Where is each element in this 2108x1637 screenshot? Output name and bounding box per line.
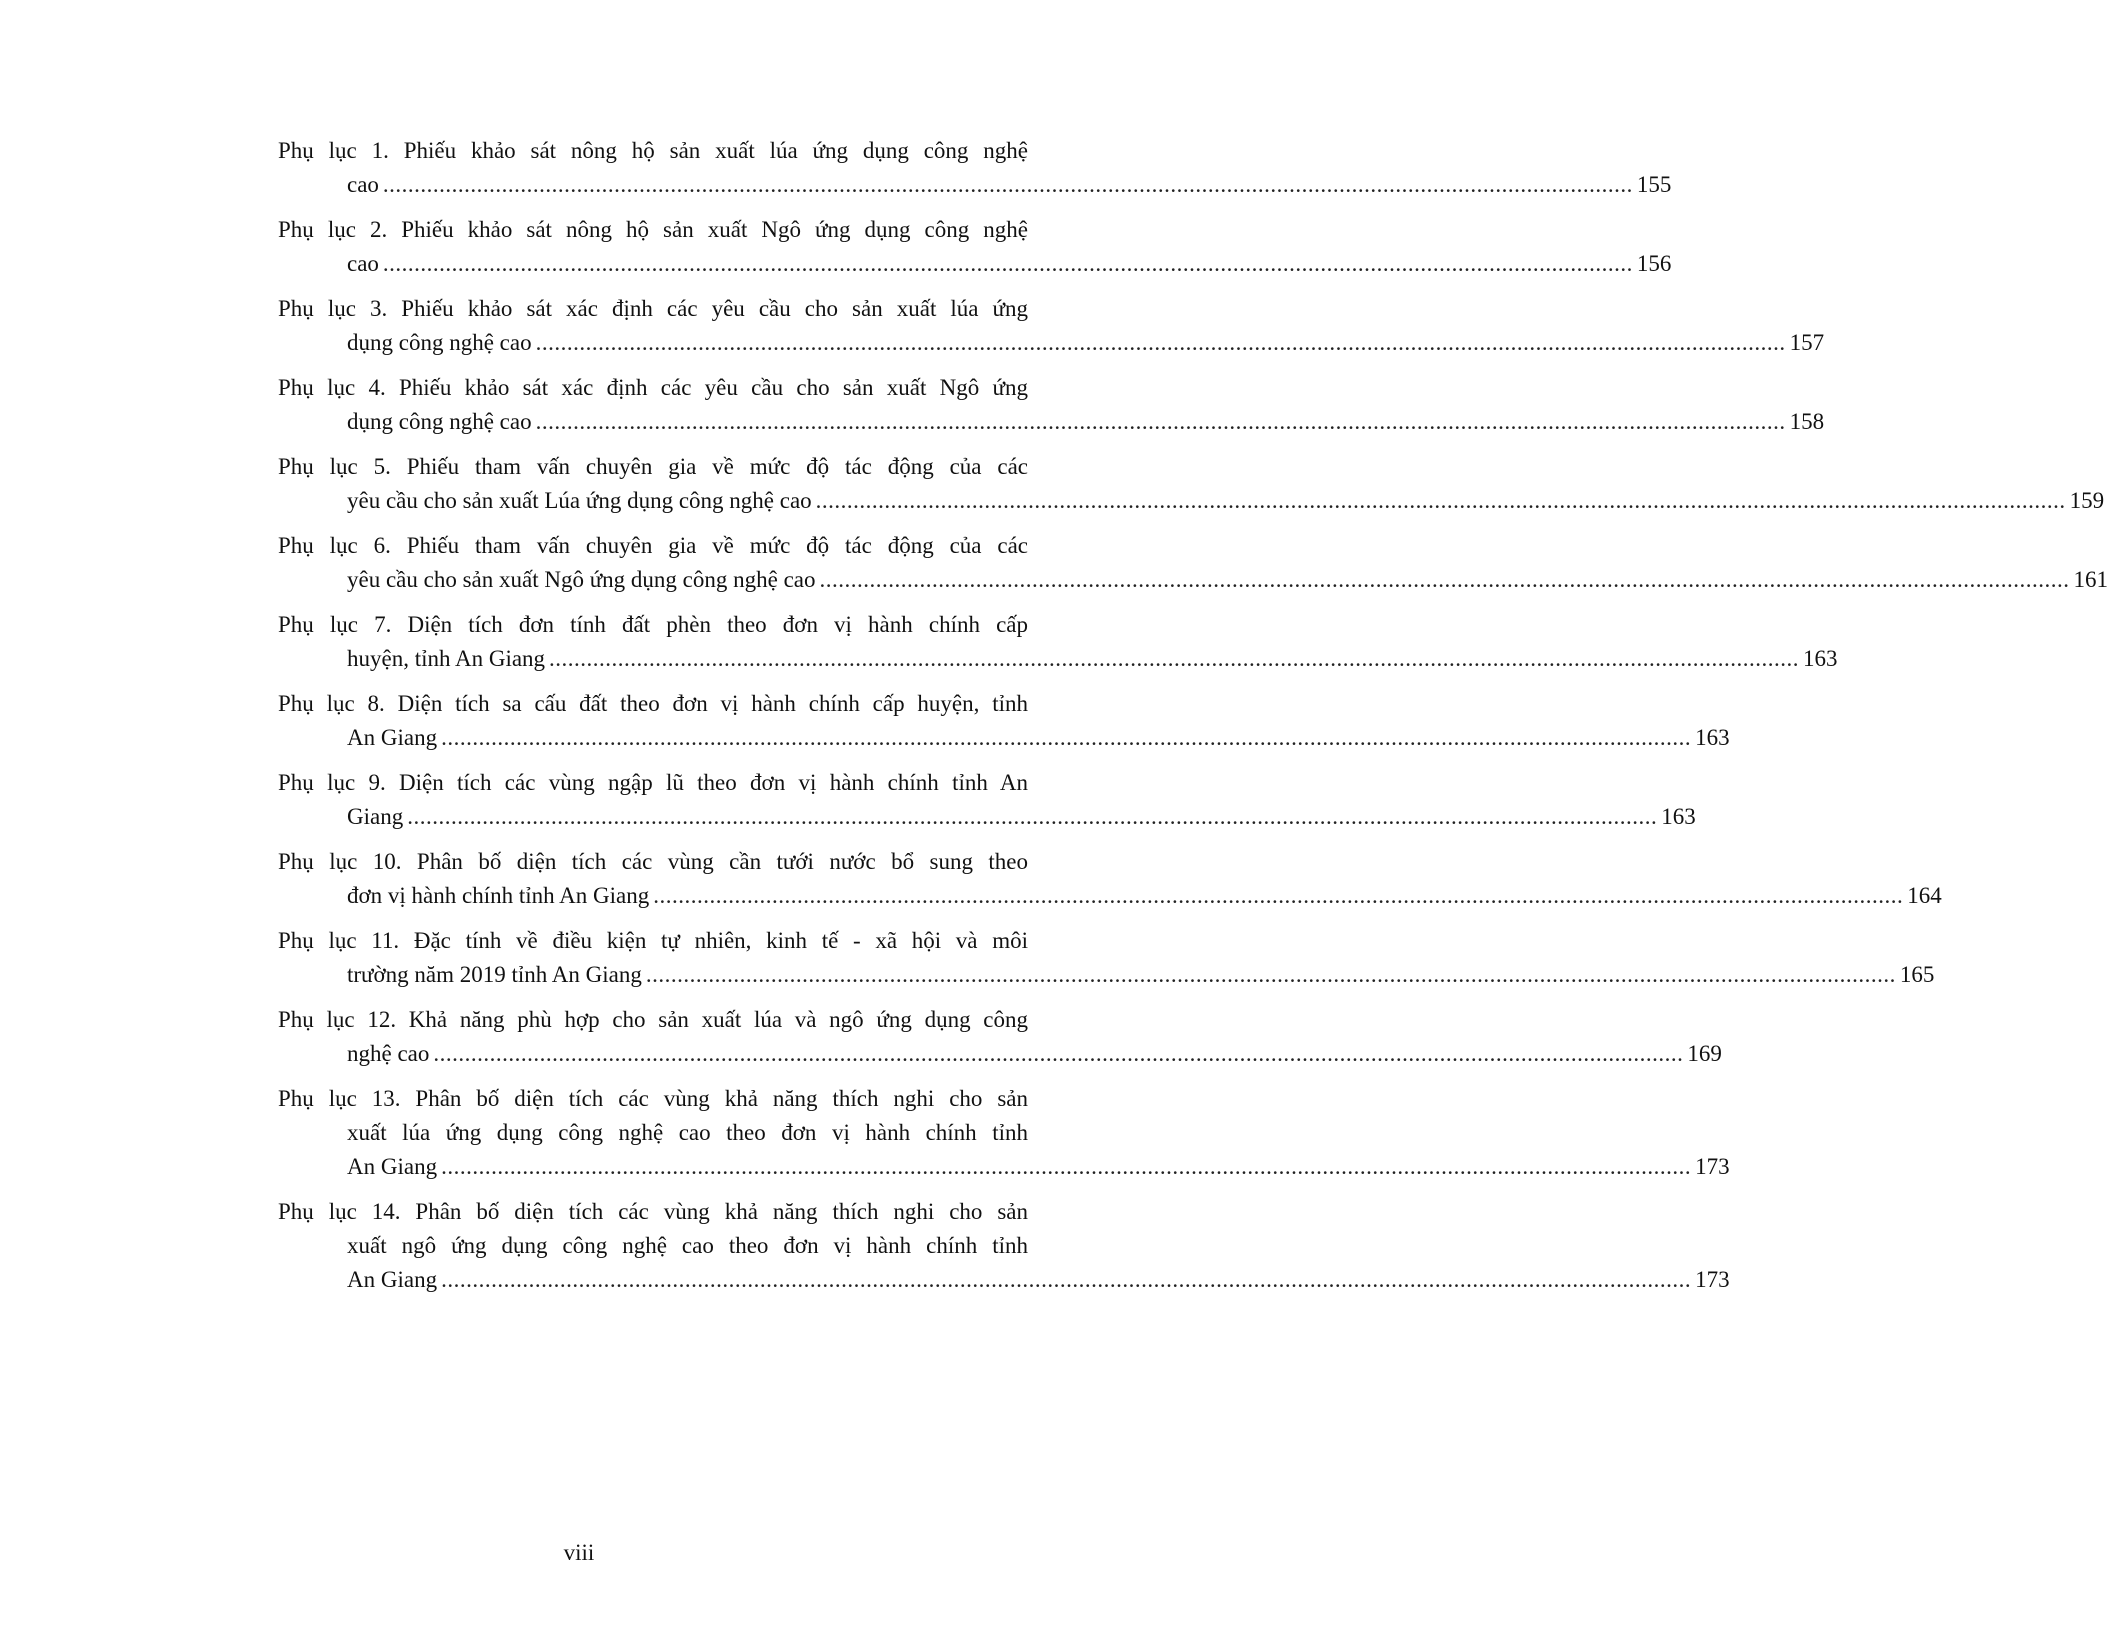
dot-leader: ........................................................................................................................................................................................................	[441, 725, 1692, 750]
toc-entry-line: Phụ lục 9. Diện tích các vùng ngập lũ theo đơn vị hành chính tỉnh An	[278, 770, 1028, 795]
toc-entry-last-line	[278, 247, 1672, 281]
toc-entry[interactable]	[278, 845, 1942, 913]
dot-leader: ........................................................................................................................................................................................................	[815, 488, 2066, 513]
toc-entry-last-line	[278, 1150, 1730, 1184]
toc-entry[interactable]	[278, 1003, 1722, 1071]
toc-entry-line: Phụ lục 4. Phiếu khảo sát xác định các yêu cầu cho sản xuất Ngô ứng	[278, 375, 1028, 400]
toc-page-number: 161	[2073, 567, 2108, 592]
toc-entry-line: dụng công nghệ cao	[347, 409, 532, 434]
toc-entry-last-line	[278, 879, 1942, 913]
toc-entry-line: Phụ lục 3. Phiếu khảo sát xác định các yêu cầu cho sản xuất lúa ứng	[278, 296, 1028, 321]
toc-entry-line: An Giang	[347, 725, 438, 750]
toc-entry-line: dụng công nghệ cao	[347, 330, 532, 355]
dot-leader: ........................................................................................................................................................................................................	[535, 409, 1786, 434]
dot-leader: ........................................................................................................................................................................................................	[653, 883, 1904, 908]
toc-entry-line: Phụ lục 5. Phiếu tham vấn chuyên gia về mức độ tác động của các	[278, 454, 1028, 479]
toc-entry-last-line	[278, 168, 1672, 202]
toc-page-number: 163	[1803, 646, 1838, 671]
toc-entry[interactable]	[278, 371, 1825, 439]
toc-entry-line: Phụ lục 14. Phân bố diện tích các vùng khả năng thích nghi cho sản	[278, 1199, 1028, 1224]
appendix-list	[278, 134, 2108, 1308]
toc-page-number: 169	[1687, 1041, 1722, 1066]
toc-entry-last-line	[278, 563, 2108, 597]
toc-page-number: 163	[1661, 804, 1696, 829]
toc-entry-line: Phụ lục 8. Diện tích sa cấu đất theo đơn vị hành chính cấp huyện, tỉnh	[278, 691, 1028, 716]
toc-entry-line: Phụ lục 6. Phiếu tham vấn chuyên gia về mức độ tác động của các	[278, 533, 1028, 558]
toc-entry-last-line	[278, 326, 1825, 360]
toc-entry-last-line	[278, 1037, 1722, 1071]
toc-page-number: 164	[1907, 883, 1942, 908]
toc-page-number: 158	[1789, 409, 1825, 434]
toc-entry-line: yêu cầu cho sản xuất Lúa ứng dụng công nghệ cao	[347, 488, 812, 513]
dot-leader: ........................................................................................................................................................................................................	[535, 330, 1786, 355]
toc-entry-last-line	[278, 405, 1825, 439]
toc-entry-line: Phụ lục 2. Phiếu khảo sát nông hộ sản xuất Ngô ứng dụng công nghệ	[278, 217, 1028, 242]
toc-page-number: 173	[1695, 1154, 1730, 1179]
toc-entry-last-line	[278, 484, 2105, 518]
dot-leader: ........................................................................................................................................................................................................	[549, 646, 1800, 671]
toc-entry[interactable]	[278, 450, 2105, 518]
toc-entry[interactable]	[278, 1082, 1730, 1184]
toc-entry-last-line	[278, 642, 1838, 676]
toc-entry-line: An Giang	[347, 1154, 438, 1179]
toc-page-number: 157	[1789, 330, 1825, 355]
dot-leader: ........................................................................................................................................................................................................	[645, 962, 1896, 987]
toc-page-number: 159	[2069, 488, 2105, 513]
dot-leader: ........................................................................................................................................................................................................	[382, 251, 1633, 276]
dot-leader: ........................................................................................................................................................................................................	[433, 1041, 1684, 1066]
toc-entry-line: Phụ lục 7. Diện tích đơn tính đất phèn theo đơn vị hành chính cấp	[278, 612, 1028, 637]
dot-leader: ........................................................................................................................................................................................................	[441, 1267, 1692, 1292]
toc-page-number: 165	[1899, 962, 1935, 987]
toc-entry[interactable]	[278, 213, 1672, 281]
toc-entry[interactable]	[278, 608, 1838, 676]
toc-entry-last-line	[278, 958, 1935, 992]
toc-entry-line: Phụ lục 1. Phiếu khảo sát nông hộ sản xuất lúa ứng dụng công nghệ	[278, 138, 1028, 163]
toc-entry-last-line	[278, 1263, 1730, 1297]
toc-entry-line: đơn vị hành chính tỉnh An Giang	[347, 883, 650, 908]
toc-entry-line: Giang	[347, 804, 404, 829]
page-number: viii	[563, 1540, 595, 1565]
dot-leader: ........................................................................................................................................................................................................	[382, 172, 1633, 197]
toc-entry[interactable]	[278, 292, 1825, 360]
toc-entry-line: xuất ngô ứng dụng công nghệ cao theo đơn vị hành chính tỉnh	[347, 1233, 1028, 1258]
toc-entry-line: nghệ cao	[347, 1041, 430, 1066]
dot-leader: ........................................................................................................................................................................................................	[407, 804, 1658, 829]
toc-entry[interactable]	[278, 924, 1935, 992]
toc-entry-line: cao	[347, 172, 379, 197]
toc-entry-line: Phụ lục 11. Đặc tính về điều kiện tự nhiên, kinh tế - xã hội và môi	[278, 928, 1028, 953]
toc-entry[interactable]	[278, 687, 1730, 755]
toc-entry-line: huyện, tỉnh An Giang	[347, 646, 546, 671]
toc-entry[interactable]	[278, 134, 1672, 202]
toc-page-number: 173	[1695, 1267, 1730, 1292]
toc-entry-line: yêu cầu cho sản xuất Ngô ứng dụng công nghệ cao	[347, 567, 816, 592]
toc-entry-line: trường năm 2019 tỉnh An Giang	[347, 962, 642, 987]
dot-leader: ........................................................................................................................................................................................................	[441, 1154, 1692, 1179]
toc-entry-line: xuất lúa ứng dụng công nghệ cao theo đơn vị hành chính tỉnh	[347, 1120, 1028, 1145]
toc-page-number: 163	[1695, 725, 1730, 750]
toc-entry-line: Phụ lục 12. Khả năng phù hợp cho sản xuất lúa và ngô ứng dụng công	[278, 1007, 1028, 1032]
toc-entry-line: Phụ lục 13. Phân bố diện tích các vùng khả năng thích nghi cho sản	[278, 1086, 1028, 1111]
toc-entry-line: cao	[347, 251, 379, 276]
toc-entry-line: Phụ lục 10. Phân bố diện tích các vùng cần tưới nước bổ sung theo	[278, 849, 1028, 874]
toc-page-number: 156	[1636, 251, 1672, 276]
toc-entry-last-line	[278, 721, 1730, 755]
toc-entry-last-line	[278, 800, 1696, 834]
toc-entry[interactable]	[278, 1195, 1730, 1297]
toc-page-number: 155	[1636, 172, 1672, 197]
dot-leader: ........................................................................................................................................................................................................	[819, 567, 2070, 592]
toc-entry[interactable]	[278, 529, 2108, 597]
toc-entry-line: An Giang	[347, 1267, 438, 1292]
toc-entry[interactable]	[278, 766, 1696, 834]
